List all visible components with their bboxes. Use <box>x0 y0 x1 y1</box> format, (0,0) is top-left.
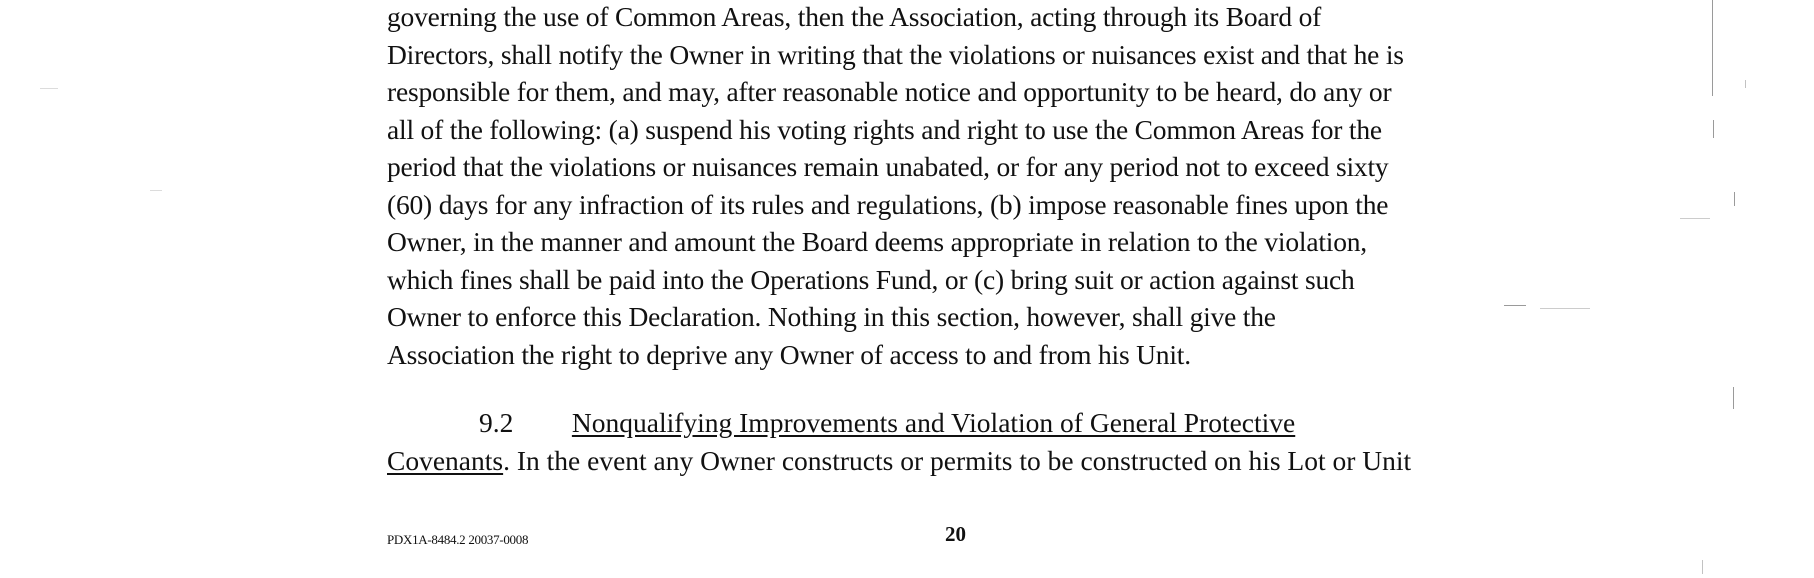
paragraph-line: which fines shall be paid into the Operations Fund, or (c) bring suit or action against such <box>387 263 1355 295</box>
paragraph-line: Directors, shall notify the Owner in writing that the violations or nuisances exist and that he is <box>387 38 1404 70</box>
paragraph-line: Association the right to deprive any Owner of access to and from his Unit. <box>387 338 1191 370</box>
footer-page-number: 20 <box>945 522 966 546</box>
scan-mark <box>1713 120 1714 138</box>
section-body-line <box>387 442 1411 480</box>
scan-mark <box>1745 80 1746 88</box>
section-title-continued: Covenants <box>387 445 504 476</box>
paragraph-line: period that the violations or nuisances remain unabated, or for any period not to exceed sixty <box>387 151 1389 182</box>
paragraph-line: Owner, in the manner and amount the Board deems appropriate in relation to the violation, <box>387 226 1367 257</box>
scan-mark <box>1702 560 1703 574</box>
scan-mark <box>40 88 58 89</box>
section-heading <box>387 404 1537 442</box>
scan-mark <box>1504 305 1526 306</box>
paragraph-line: responsible for them, and may, after reasonable notice and opportunity to be heard, do any or <box>387 76 1392 107</box>
paragraph-line: all of the following: (a) suspend his voting rights and right to use the Common Areas for the <box>387 113 1382 145</box>
scan-mark <box>1712 0 1713 96</box>
scan-mark <box>1733 387 1734 409</box>
scan-mark <box>150 190 162 191</box>
section-body-text: . In the event any Owner constructs or permits to be constructed on his Lot or Unit <box>503 445 1412 476</box>
paragraph-line: Owner to enforce this Declaration. Nothing in this section, however, shall give the <box>387 301 1276 332</box>
section-title: Nonqualifying Improvements and Violation of General Protective <box>571 407 1296 438</box>
paragraph-line: (60) days for any infraction of its rules and regulations, (b) impose reasonable fines upon the <box>387 188 1389 220</box>
paragraph-9-1-continuation <box>387 0 1537 373</box>
scan-mark <box>1540 308 1590 309</box>
paragraph-line: governing the use of Common Areas, then the Association, acting through its Board of <box>387 1 1322 32</box>
scan-mark <box>1680 218 1710 219</box>
section-number: 9.2 <box>479 407 514 438</box>
footer-document-id: PDX1A-8484.2 20037-0008 <box>387 532 529 547</box>
scan-mark <box>1734 192 1735 206</box>
